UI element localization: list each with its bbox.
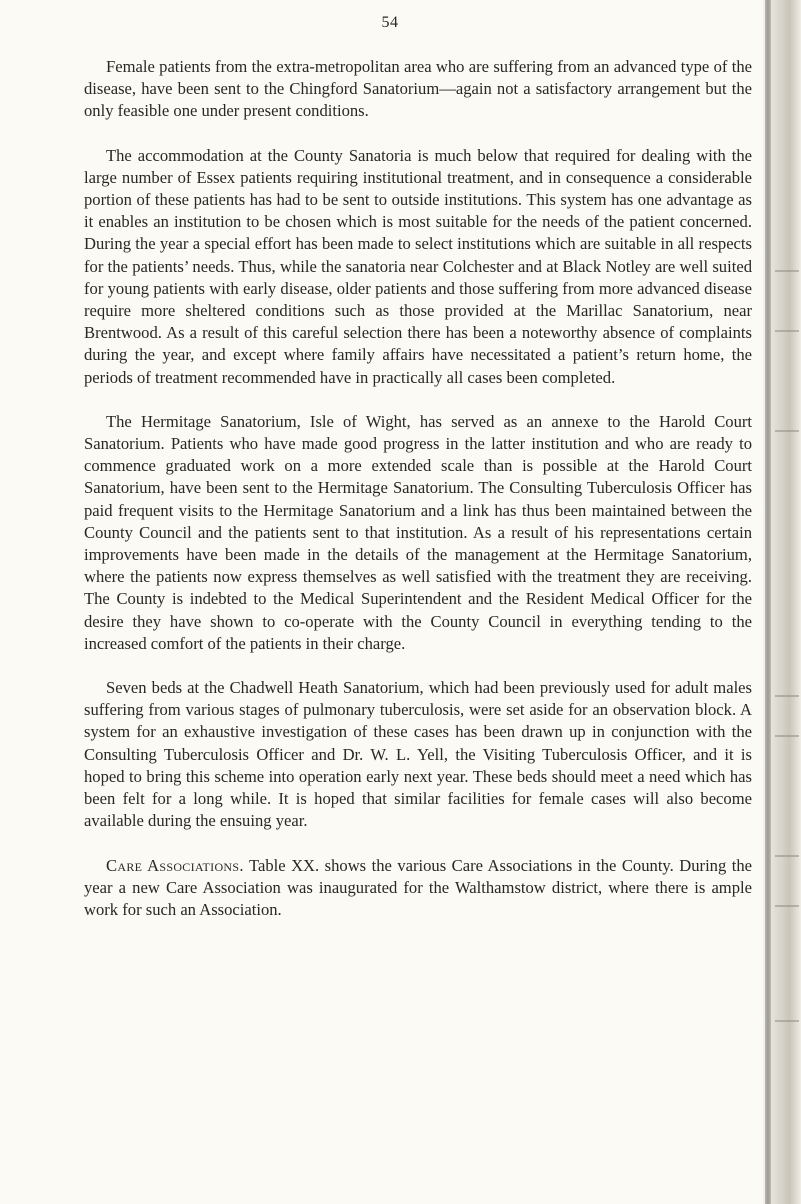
paragraph-accommodation: The accommodation at the County Sanatoria is much below that required for dealing with the large number of Essex patients requiring institutional treatment, and in consequence a considerable portion of these patients has had to be sent to outside institutions. This system has one advantage as it enables an institution to be chosen which is most suitable for the needs of the patient concerned. During the year a special effort has been made to select institutions which are suitable in all respects for the patients’ needs. Thus, while the sanatoria near Colchester and at Black Notley are well suited for young patients with early disease, older patients and those suffering from more advanced disease require more sheltered conditions such as those provided at the Marillac Sanatorium, near Brentwood. As a result of this careful selection there has been a noteworthy absence of complaints during the year, and except where family affairs have necessitated a patient’s return home, the periods of treatment recommended have in practically all cases been completed. [84, 145, 752, 387]
page-number: 54 [381, 14, 399, 31]
binding-shadow [765, 0, 771, 1204]
paragraph-chadwell-heath: Seven beds at the Chadwell Heath Sanatorium, which had been previously used for adult males suffering from various stages of pulmonary tuberculosis, were set aside for an observation block. A system for an exhaustive investigation of these cases has been drawn up in conjunction with the Consulting Tuberculosis Officer and Dr. W. L. Yell, the Visiting Tuberculosis Officer, and it is hoped to bring this scheme into operation early next year. These beds should meet a need which has been felt for a long while. It is hoped that similar facilities for female cases will also become available during the ensuing year. [84, 678, 752, 831]
paragraph-female-patients: Female patients from the extra-metropolitan area who are suffering from an advanced type of the disease, have been sent to the Chingford Sanatorium—again not a satisfactory arrangement but the only feasible one under present conditions. [84, 57, 752, 121]
paragraph-hermitage: The Hermitage Sanatorium, Isle of Wight, has served as an annexe to the Harold Court Sanatorium. Patients who have made good progress in the latter institution and who are ready to commence graduated work on a more extended scale than is possible at the Harold Court Sanatorium, have been sent to the Hermitage Sanatorium. The Consulting Tuberculosis Officer has paid frequent visits to the Hermitage Sanatorium and a link has thus been maintained between the County Council and the patients sent to that institution. As a result of his representations certain improvements have been made in the details of the management at the Hermitage Sanatorium, where the patients now express themselves as well satisfied with the treatment they are receiving. The County is indebted to the Medical Superintendent and the Resident Medical Officer for the desire they have shown to co-operate with the County Council in everything tending to the increased comfort of the patients in their charge. [84, 411, 752, 653]
care-associations-text: Table XX. shows the various Care Associations in the County. During the year a new Care Association was inaugurated for the Walthamstow district, where there is ample work for such an Association. [84, 855, 753, 919]
care-associations-heading: Care Associations. [106, 855, 244, 875]
body-text [84, 56, 752, 943]
paragraph-care-associations [84, 855, 752, 922]
